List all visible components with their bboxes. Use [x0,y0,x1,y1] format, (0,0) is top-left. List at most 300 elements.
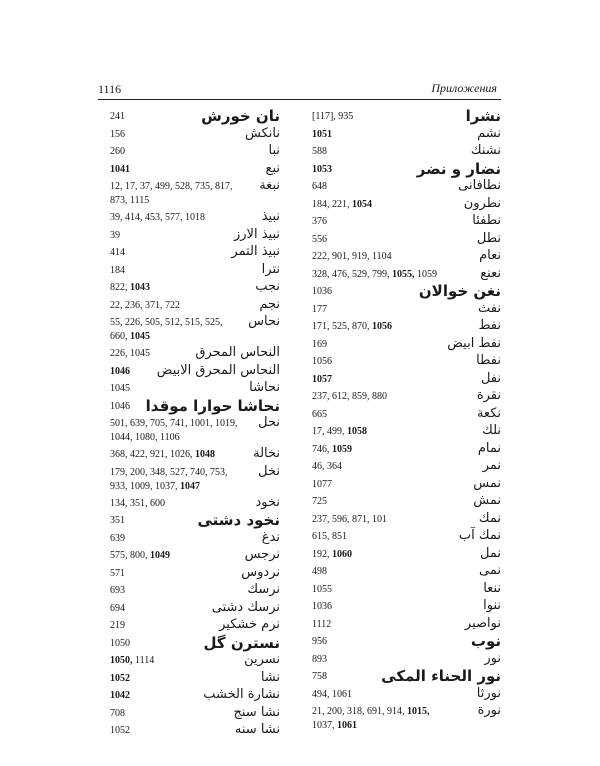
entry-page-refs [312,163,332,176]
entry-word: نحاشا حوارا موقدا [145,396,280,415]
page-ref: 708 [110,707,125,719]
page-ref: 260 [110,146,125,157]
entry-word: نمك [478,510,501,526]
entry-page-refs [312,268,437,281]
page-ref: 1059 [414,268,437,280]
entry-word: نرم خشكير [219,617,280,632]
page-ref: 237, 596, 871, 101 [312,513,387,525]
entry-word: نخل [258,463,280,479]
entry-page-refs [110,110,125,123]
index-entry [312,318,501,336]
entry-word: نورة [477,703,501,718]
index-entry [312,441,501,459]
page-ref: 1112 [312,618,332,630]
index-entry [312,213,501,231]
page-ref: 414 [110,247,125,258]
page-ref: 12, 17, 37, 499, 528, 735, 817, [110,181,233,192]
entry-word: نشا سنج [233,704,280,720]
index-entry [312,668,501,686]
index-entry [312,353,501,371]
page-ref: 615, 851 [312,531,347,542]
entry-page-refs [312,355,332,368]
entry-page-refs [312,583,332,596]
entry-word: نبيذ التمر [231,244,280,259]
entry-word: نترا [261,261,280,277]
entry-page-refs [312,513,387,526]
entry-page-refs [312,110,353,123]
entry-page-refs [312,670,327,683]
index-entry [110,582,280,600]
index-entry [312,651,501,669]
page-ref: 556 [312,233,327,245]
index-entry [110,178,280,209]
entry-page-refs [312,180,327,193]
index-entry [312,231,501,249]
page-ref: 1037, [312,720,337,731]
entry-page-refs [110,619,125,632]
page-ref: 1052 [110,672,130,684]
index-entry [312,686,501,704]
page-ref: 1114 [135,655,155,666]
page-ref: 648 [312,181,327,192]
header-rule [98,99,501,100]
entry-word: نوب [470,632,501,650]
index-entry [110,687,280,705]
entry-word: نكعة [476,405,501,421]
entry-page-refs [110,549,170,562]
page-ref: 156 [110,128,125,140]
entry-word: نسرين [244,652,280,667]
index-entry [312,161,501,179]
page-ref: 758 [312,671,327,682]
entry-word: نمل [480,545,501,561]
entry-page-refs [312,530,347,543]
entry-page-refs [110,602,125,615]
entry-page-refs [312,635,327,648]
entry-page-refs [110,128,125,141]
page-ref: 1036 [312,286,332,297]
index-entry [312,301,501,319]
entry-page-refs [312,145,327,158]
index-entry [312,581,501,599]
index-entry [110,617,280,635]
index-entry [110,635,280,653]
index-entry [312,248,501,266]
entry-page-refs [110,707,125,720]
entry-page-refs [312,705,430,718]
entry-word: نمى [479,563,501,578]
entry-word: ندغ [261,529,280,545]
entry-word: نحاس [248,314,280,329]
index-entry [110,652,280,670]
entry-word: نردوس [241,564,280,580]
entry-word: نطافانى [458,178,501,193]
entry-word: نواصير [464,615,501,631]
page-header [98,78,501,98]
index-entry [110,565,280,583]
index-entry [110,398,280,416]
section-title: Приложения [431,81,497,95]
entry-page-refs [110,264,125,277]
index-entry [312,388,501,406]
index-entry [110,464,280,495]
entry-word: نقرة [476,388,501,403]
entry-page-refs [110,281,150,294]
index-entry [110,262,280,280]
entry-word: نور [484,650,501,666]
entry-word: نضار و نضر [416,159,501,178]
page-ref: 873, 1115 [110,195,150,206]
entry-page-refs [110,431,180,444]
entry-word: نفط [478,318,501,333]
entry-page-refs [110,672,130,685]
index-entry [110,547,280,565]
entry-word: نطرون [463,195,501,211]
index-entry [312,458,501,476]
page-ref: 17, 499, [312,426,347,437]
entry-page-refs [110,532,125,545]
entry-page-refs [110,724,130,737]
index-entry [312,528,501,546]
page-ref: 1061 [337,720,357,731]
page-ref: 1051 [312,128,332,140]
index-entry [110,380,280,398]
index-entry [312,336,501,354]
page-ref: 1046 [110,365,130,377]
index-entry [110,600,280,618]
entry-page-refs [110,400,130,413]
page-ref: 1043 [130,282,150,293]
page-ref: 368, 422, 921, 1026, [110,449,195,460]
page-ref: 55, 226, 505, 512, 515, 525, [110,317,223,328]
page-ref: 575, 800, [110,550,150,561]
entry-word: نفل [480,370,501,386]
entry-page-refs [110,211,205,224]
entry-word: نرجس [244,547,280,562]
entry-page-refs [110,637,130,650]
entry-page-refs [312,548,352,561]
page-ref: 498 [312,566,327,577]
index-entry [312,633,501,651]
index-entry [110,279,280,297]
page-ref: 1047 [180,480,200,492]
page-ref: 571 [110,567,125,579]
entry-word: نعنع [480,265,501,281]
index-entry [110,161,280,179]
page-ref: 725 [312,496,327,507]
page-ref: 1050, [110,655,135,666]
index-entry [312,196,501,214]
page-ref: 184, 221, [312,198,352,210]
page-ref: 1036 [312,601,332,612]
entry-word: النحاس المحرق [195,345,280,360]
right-column [312,108,501,734]
entry-page-refs [110,584,125,597]
page-ref: 1045 [130,331,150,342]
page-ref: 1046 [110,400,130,412]
index-entry [312,266,501,284]
page-ref: 1049 [150,550,170,561]
index-entry [312,406,501,424]
entry-word: ننعا [483,580,501,596]
entry-word: نخود دشتى [197,511,280,529]
page-ref: 1077 [312,478,332,490]
index-entry [312,546,501,564]
index-entry [110,415,280,446]
page-ref: 822, [110,282,130,293]
page-ref: 639 [110,532,125,544]
entry-word: نشا سنه [234,722,280,737]
left-column [110,108,280,740]
entry-word: نفث [478,300,501,316]
index-entry [312,511,501,529]
entry-page-refs [312,373,332,386]
entry-word: نحل [258,415,280,430]
entry-word: نشا [260,669,280,685]
entry-page-refs [110,347,150,360]
page-ref: 956 [312,636,327,647]
entry-word: نخود [255,494,280,510]
page-ref: [117], 935 [312,111,354,122]
page-ref: 39 [110,229,120,241]
page-ref: 1057 [312,373,332,385]
index-entry [312,563,501,581]
entry-page-refs [312,303,327,316]
index-entry [312,126,501,144]
index-entry [110,495,280,513]
entry-page-refs [110,567,125,580]
page-ref: 501, 639, 705, 741, 1001, 1019, [110,418,238,429]
index-entry [110,108,280,126]
entry-word: نفط ابيض [447,335,501,351]
entry-word: نلك [482,423,501,438]
page-ref: 192, [312,548,332,560]
page-ref: 376 [312,216,327,227]
page-ref: 1052 [110,725,130,736]
index-entry [110,209,280,227]
entry-word: نطفئا [472,213,501,228]
index-entry [110,244,280,262]
entry-word: نحاشا [249,380,280,395]
index-entry [110,705,280,723]
entry-word: نمس [473,475,501,491]
entry-word: نشارة الخشب [203,687,280,702]
page-ref: 1044, 1080, 1106 [110,432,180,443]
page-ref: 1045 [110,383,130,394]
page-ref: 1050 [110,637,130,649]
index-entry [312,108,501,126]
page-ref: 1059 [332,443,352,455]
entry-page-refs [312,233,327,246]
entry-word: نعام [479,248,501,263]
entry-page-refs [312,653,327,666]
entry-page-refs [312,565,327,578]
page-ref: 351 [110,515,125,526]
entry-page-refs [110,163,130,176]
index-entry [110,143,280,161]
entry-page-refs [312,719,357,732]
entry-word: نبا [268,143,280,158]
page-ref: 694 [110,602,125,614]
entry-page-refs [312,198,372,211]
page-ref: 171, 525, 870, [312,321,372,332]
page-ref: 1015, [407,706,430,717]
index-entry [312,598,501,616]
page-ref: 588 [312,146,327,157]
entry-page-refs [312,285,332,298]
entry-page-refs [110,145,125,158]
entry-word: نشم [477,125,501,141]
entry-word: نبيذ [261,209,280,224]
page-ref: 22, 236, 371, 722 [110,299,180,311]
entry-page-refs [312,688,352,701]
entry-page-refs [312,408,327,421]
entry-word: نجب [255,279,280,294]
index-entry [312,143,501,161]
entry-page-refs [110,194,149,207]
entry-page-refs [110,365,130,378]
index-entry [110,722,280,740]
entry-page-refs [110,514,125,527]
page-ref: 39, 414, 453, 577, 1018 [110,212,205,223]
page-ref: 1056 [372,321,392,332]
index-entry [312,493,501,511]
page-ref: 746, [312,443,332,455]
page-ref: 1060 [332,548,352,560]
entry-page-refs [110,417,238,430]
page-ref: 693 [110,585,125,596]
entry-page-refs [110,316,223,329]
index-entry [110,512,280,530]
index-entry [110,530,280,548]
page-ref: 494, 1061 [312,688,352,700]
entry-word: النحاس المحرق الابيض [156,362,280,378]
page-ref: 226, 1045 [110,348,150,359]
index-entry [312,423,501,441]
page-ref: 893 [312,653,327,665]
index-entry [312,371,501,389]
page-ref: 1054 [352,198,372,210]
page-ref: 169 [312,338,327,350]
entry-page-refs [312,338,327,351]
entry-word: نجم [259,296,280,312]
entry-word: نمش [473,493,501,508]
entry-page-refs [312,618,331,631]
page-ref: 184 [110,264,125,276]
entry-word: نمر [482,458,501,473]
entry-word: نخالة [253,446,280,461]
page-ref: 1056 [312,356,332,367]
entry-page-refs [110,229,120,242]
entry-word: نرسك دشتى [211,599,280,615]
page-ref: 1055, [392,268,415,280]
page-ref: 933, 1009, 1037, [110,480,180,492]
index-entry [110,227,280,245]
page-ref: 1055 [312,583,332,595]
entry-word: نان خورش [201,107,280,125]
entry-page-refs [312,128,332,141]
index-entry [312,616,501,634]
entry-page-refs [312,250,392,263]
entry-page-refs [110,246,125,259]
page-number: 1116 [98,82,122,96]
page-ref: 241 [110,111,125,122]
entry-page-refs [110,180,233,193]
index-entry [110,126,280,144]
page-ref: 1041 [110,163,130,175]
entry-page-refs [312,425,367,438]
entry-page-refs [110,448,215,461]
entry-page-refs [110,466,228,479]
page-ref: 328, 476, 529, 799, [312,268,392,280]
index-entry [110,345,280,363]
entry-word: نشنك [470,143,501,158]
entry-page-refs [110,689,130,702]
entry-word: نفطا [476,353,501,368]
entry-page-refs [312,478,332,491]
entry-word: نبغة [259,178,280,193]
entry-word: نانكش [245,125,280,141]
index-entry [312,476,501,494]
entry-page-refs [312,215,327,228]
entry-page-refs [110,299,180,312]
entry-page-refs [110,330,150,343]
entry-word: نورثا [476,685,501,701]
entry-word: ننوا [483,598,501,613]
entry-page-refs [312,443,352,456]
index-entry [312,283,501,301]
index-entry [312,178,501,196]
page-ref: 665 [312,408,327,420]
index-entry [110,363,280,381]
entry-page-refs [312,460,342,473]
entry-page-refs [110,497,165,510]
page-ref: 134, 351, 600 [110,497,165,509]
entry-word: نبيذ الارز [233,226,280,242]
index-entry [110,446,280,464]
entry-word: نبع [265,160,280,176]
page-ref: 222, 901, 919, 1104 [312,251,392,262]
page-ref: 1058 [347,426,367,437]
page-ref: 179, 200, 348, 527, 740, 753, [110,466,228,478]
index-entry [110,670,280,688]
entry-word: نمك آب [458,528,501,543]
entry-word: نطل [476,230,501,246]
entry-page-refs [312,320,392,333]
entry-word: نسترن گل [203,633,280,652]
index-entry [312,703,501,734]
page-ref: 219 [110,620,125,631]
page-ref: 1042 [110,690,130,701]
page-ref: 660, [110,331,130,342]
entry-page-refs [110,654,154,667]
entry-word: نشرا [465,107,501,125]
page-ref: 1048 [195,449,215,460]
entry-word: نرسك [247,582,280,597]
entry-page-refs [110,382,130,395]
index-entry [110,297,280,315]
page-ref: 46, 364 [312,461,342,472]
entry-page-refs [312,390,387,403]
page-ref: 1053 [312,163,332,175]
entry-page-refs [312,495,327,508]
entry-page-refs [110,480,200,493]
page-ref: 177 [312,303,327,315]
page-ref: 237, 612, 859, 880 [312,391,387,402]
entry-word: نغن خوالان [418,282,501,300]
entry-word: نور الحناء المكى [381,667,501,685]
entry-page-refs [312,600,332,613]
